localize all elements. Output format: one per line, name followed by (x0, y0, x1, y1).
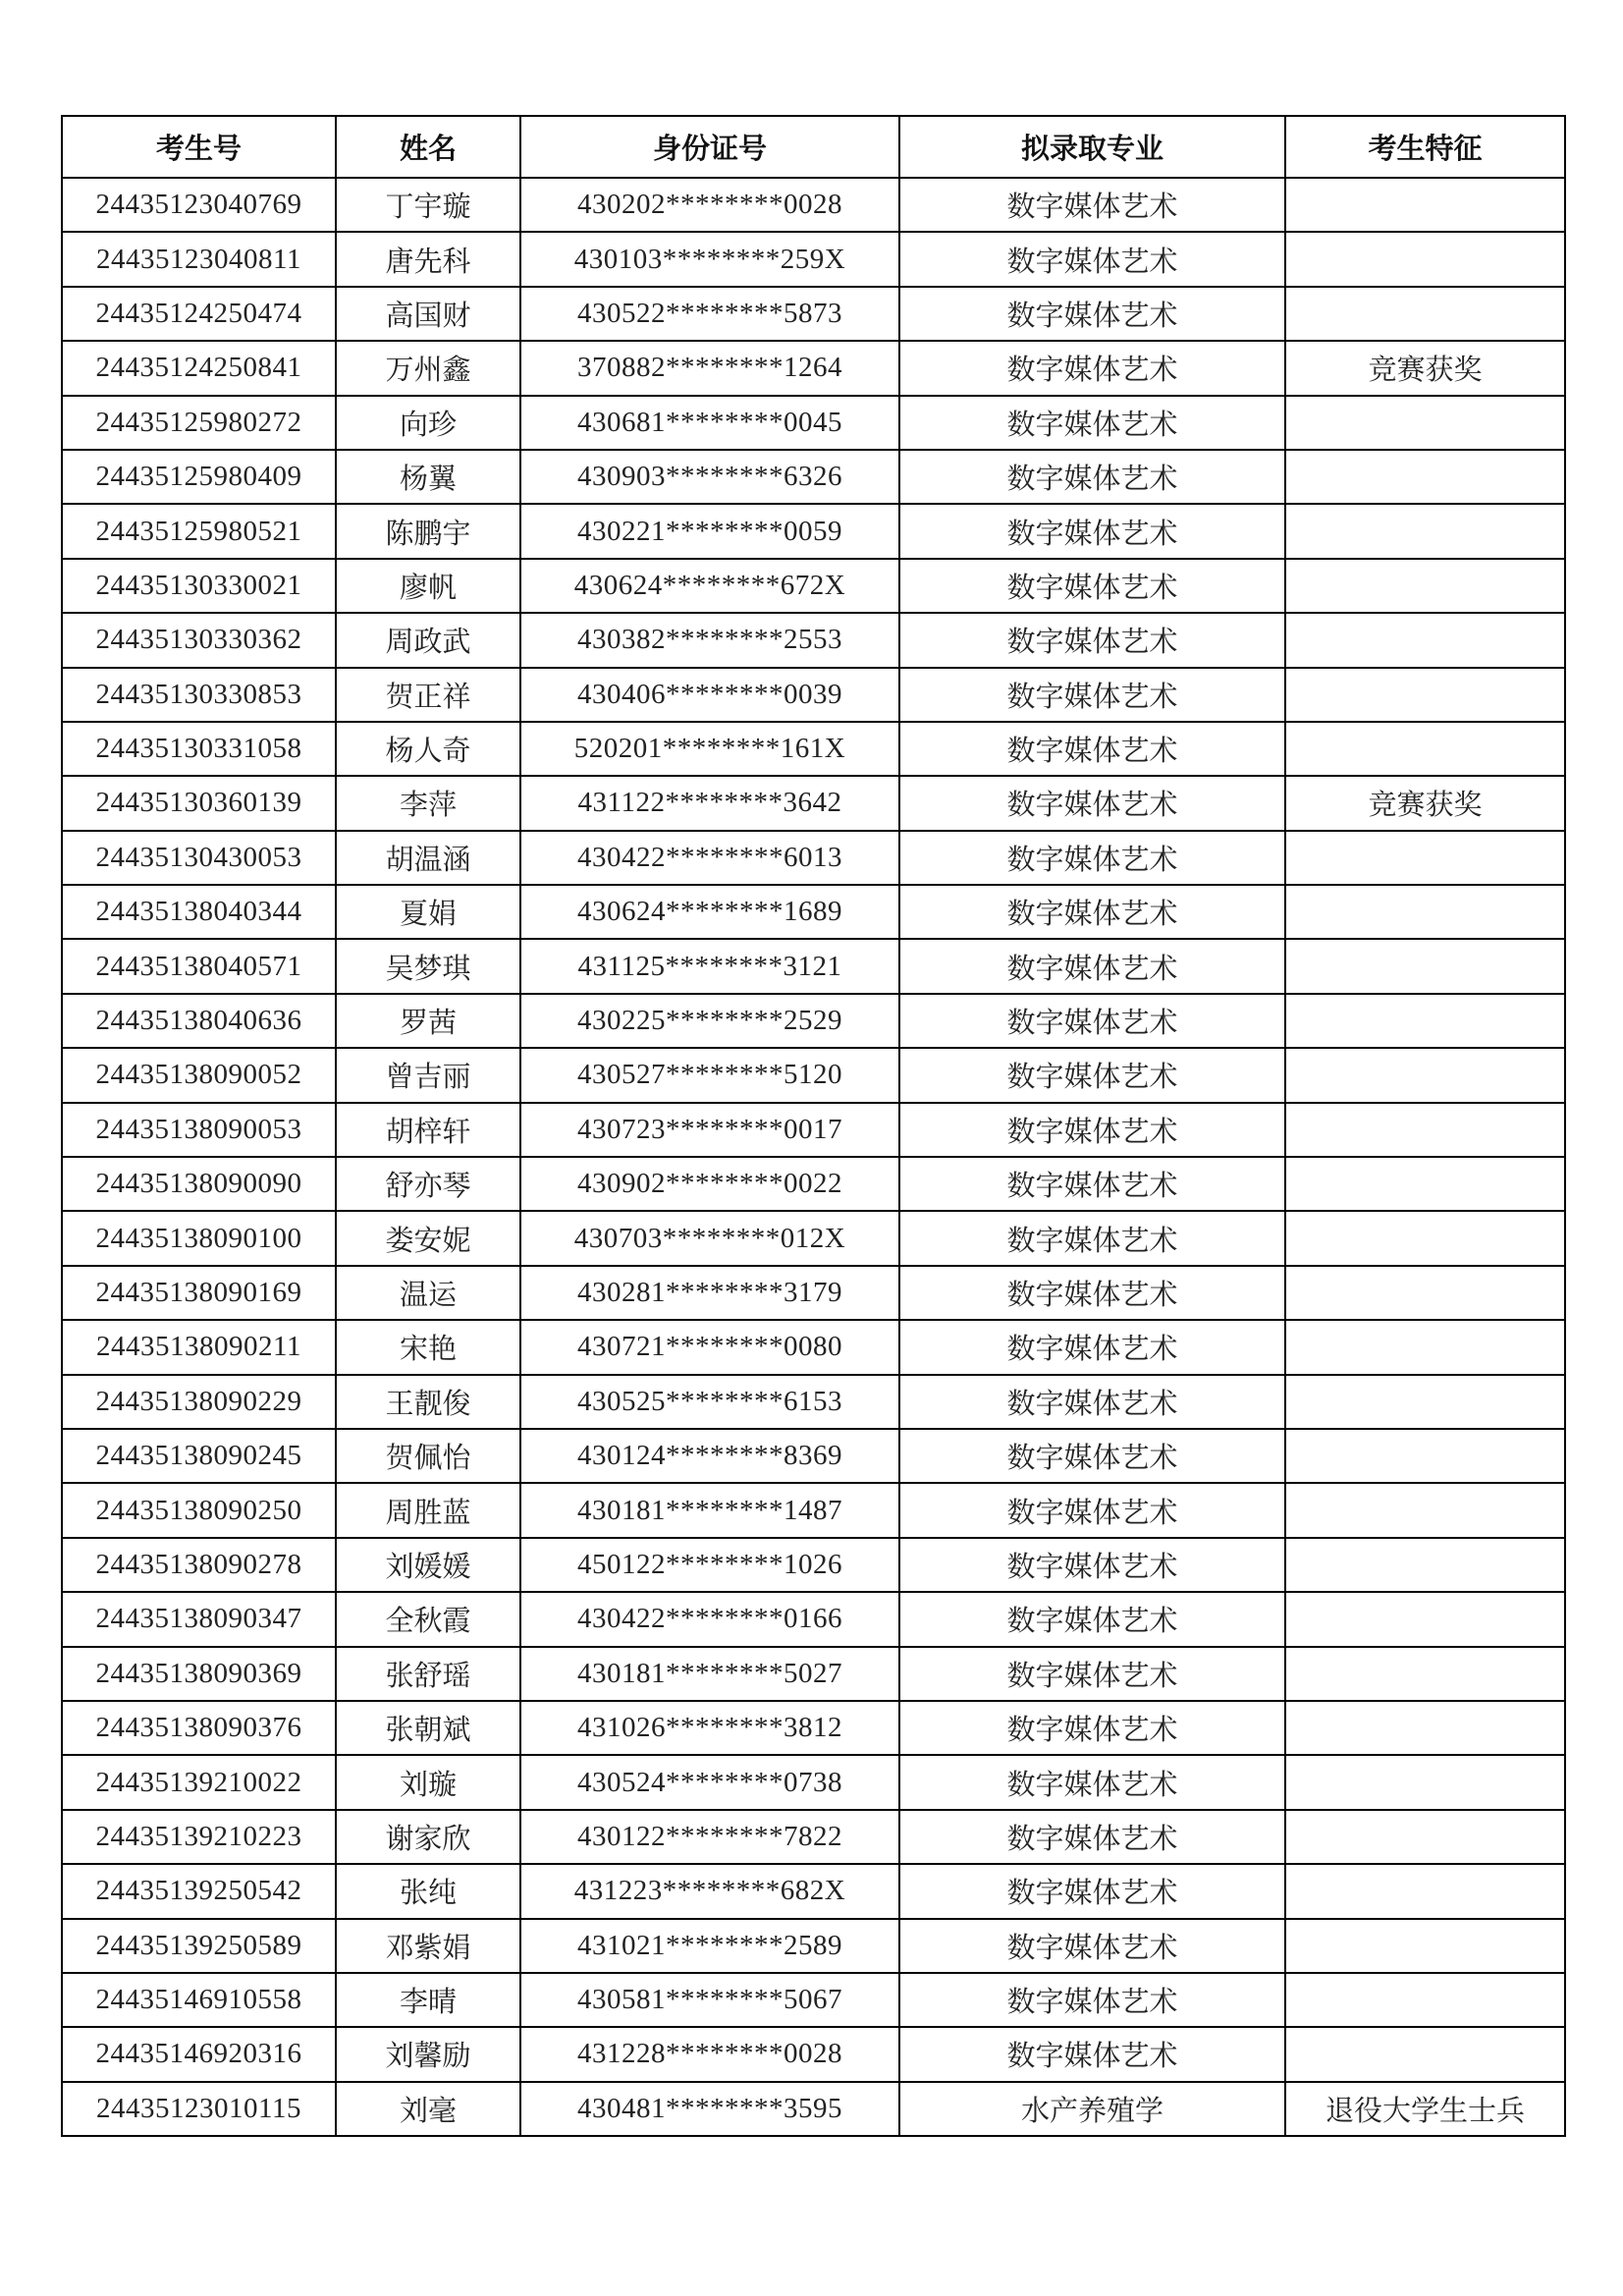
exam-number-cell: 24435138090369 (62, 1647, 336, 1701)
feature-cell (1285, 1429, 1565, 1483)
feature-cell (1285, 1973, 1565, 2027)
id-number-cell: 431228********0028 (520, 2027, 899, 2081)
id-number-cell: 450122********1026 (520, 1538, 899, 1592)
table-row (62, 1429, 1565, 1483)
name-cell: 胡温涵 (336, 831, 520, 885)
table-row (62, 1157, 1565, 1211)
major-cell: 数字媒体艺术 (899, 776, 1285, 830)
name-cell: 唐先科 (336, 232, 520, 286)
table-row (62, 287, 1565, 341)
table-row (62, 396, 1565, 450)
name-cell: 刘馨励 (336, 2027, 520, 2081)
feature-cell (1285, 668, 1565, 722)
table-row (62, 450, 1565, 504)
major-cell: 数字媒体艺术 (899, 232, 1285, 286)
name-cell: 全秋霞 (336, 1592, 520, 1646)
feature-cell: 退役大学生士兵 (1285, 2082, 1565, 2136)
id-number-cell: 430522********5873 (520, 287, 899, 341)
exam-number-cell: 24435125980409 (62, 450, 336, 504)
table-row (62, 668, 1565, 722)
exam-number-cell: 24435138090347 (62, 1592, 336, 1646)
major-cell: 数字媒体艺术 (899, 1375, 1285, 1429)
major-cell: 数字媒体艺术 (899, 668, 1285, 722)
feature-cell (1285, 1755, 1565, 1809)
feature-cell (1285, 1592, 1565, 1646)
table-row (62, 1919, 1565, 1973)
feature-cell (1285, 1810, 1565, 1864)
name-cell: 王靓俊 (336, 1375, 520, 1429)
name-cell: 周胜蓝 (336, 1483, 520, 1537)
feature-cell (1285, 1211, 1565, 1265)
exam-number-cell: 24435123040769 (62, 178, 336, 232)
table-row (62, 341, 1565, 395)
feature-cell (1285, 1103, 1565, 1157)
exam-number-cell: 24435130330362 (62, 613, 336, 667)
id-number-cell: 430723********0017 (520, 1103, 899, 1157)
exam-number-cell: 24435138090169 (62, 1266, 336, 1320)
id-number-cell: 431125********3121 (520, 939, 899, 993)
feature-cell: 竞赛获奖 (1285, 341, 1565, 395)
major-cell: 数字媒体艺术 (899, 1211, 1285, 1265)
major-cell: 数字媒体艺术 (899, 1429, 1285, 1483)
table-row (62, 2082, 1565, 2136)
table-row (62, 1647, 1565, 1701)
id-number-cell: 430122********7822 (520, 1810, 899, 1864)
feature-cell (1285, 1647, 1565, 1701)
name-cell: 娄安妮 (336, 1211, 520, 1265)
table-row (62, 1375, 1565, 1429)
header-major: 拟录取专业 (899, 116, 1285, 178)
feature-cell (1285, 613, 1565, 667)
exam-number-cell: 24435138090278 (62, 1538, 336, 1592)
table-row (62, 613, 1565, 667)
name-cell: 胡梓轩 (336, 1103, 520, 1157)
id-number-cell: 430124********8369 (520, 1429, 899, 1483)
id-number-cell: 430181********5027 (520, 1647, 899, 1701)
major-cell: 数字媒体艺术 (899, 2027, 1285, 2081)
feature-cell (1285, 1864, 1565, 1918)
id-number-cell: 431026********3812 (520, 1701, 899, 1755)
major-cell: 数字媒体艺术 (899, 1592, 1285, 1646)
id-number-cell: 430624********672X (520, 559, 899, 613)
feature-cell (1285, 504, 1565, 558)
table-row (62, 1483, 1565, 1537)
id-number-cell: 430703********012X (520, 1211, 899, 1265)
exam-number-cell: 24435130430053 (62, 831, 336, 885)
feature-cell (1285, 831, 1565, 885)
name-cell: 贺佩怡 (336, 1429, 520, 1483)
name-cell: 万州鑫 (336, 341, 520, 395)
exam-number-cell: 24435138090052 (62, 1048, 336, 1102)
major-cell: 数字媒体艺术 (899, 1538, 1285, 1592)
major-cell: 数字媒体艺术 (899, 722, 1285, 776)
name-cell: 邓紫娟 (336, 1919, 520, 1973)
major-cell: 数字媒体艺术 (899, 396, 1285, 450)
feature-cell (1285, 885, 1565, 939)
major-cell: 数字媒体艺术 (899, 504, 1285, 558)
name-cell: 刘毫 (336, 2082, 520, 2136)
feature-cell (1285, 1538, 1565, 1592)
table-row (62, 885, 1565, 939)
name-cell: 廖帆 (336, 559, 520, 613)
id-number-cell: 430902********0022 (520, 1157, 899, 1211)
id-number-cell: 430221********0059 (520, 504, 899, 558)
exam-number-cell: 24435139210022 (62, 1755, 336, 1809)
feature-cell (1285, 1919, 1565, 1973)
feature-cell (1285, 2027, 1565, 2081)
table-row (62, 1048, 1565, 1102)
feature-cell (1285, 1320, 1565, 1374)
exam-number-cell: 24435138040571 (62, 939, 336, 993)
exam-number-cell: 24435130330021 (62, 559, 336, 613)
name-cell: 谢家欣 (336, 1810, 520, 1864)
feature-cell (1285, 1266, 1565, 1320)
id-number-cell: 430525********6153 (520, 1375, 899, 1429)
feature-cell: 竞赛获奖 (1285, 776, 1565, 830)
major-cell: 数字媒体艺术 (899, 450, 1285, 504)
major-cell: 水产养殖学 (899, 2082, 1285, 2136)
exam-number-cell: 24435138090250 (62, 1483, 336, 1537)
id-number-cell: 430524********0738 (520, 1755, 899, 1809)
exam-number-cell: 24435138040636 (62, 994, 336, 1048)
id-number-cell: 430202********0028 (520, 178, 899, 232)
id-number-cell: 430422********0166 (520, 1592, 899, 1646)
id-number-cell: 430281********3179 (520, 1266, 899, 1320)
exam-number-cell: 24435138090376 (62, 1701, 336, 1755)
name-cell: 张纯 (336, 1864, 520, 1918)
table-row (62, 559, 1565, 613)
feature-cell (1285, 1483, 1565, 1537)
table-row (62, 994, 1565, 1048)
exam-number-cell: 24435123010115 (62, 2082, 336, 2136)
name-cell: 向珍 (336, 396, 520, 450)
admission-table (61, 115, 1566, 2137)
name-cell: 陈鹏宇 (336, 504, 520, 558)
exam-number-cell: 24435139210223 (62, 1810, 336, 1864)
table-row (62, 1973, 1565, 2027)
id-number-cell: 520201********161X (520, 722, 899, 776)
header-name: 姓名 (336, 116, 520, 178)
feature-cell (1285, 178, 1565, 232)
feature-cell (1285, 1157, 1565, 1211)
id-number-cell: 430721********0080 (520, 1320, 899, 1374)
table-row (62, 1701, 1565, 1755)
name-cell: 周政武 (336, 613, 520, 667)
name-cell: 贺正祥 (336, 668, 520, 722)
feature-cell (1285, 396, 1565, 450)
id-number-cell: 430225********2529 (520, 994, 899, 1048)
major-cell: 数字媒体艺术 (899, 1919, 1285, 1973)
major-cell: 数字媒体艺术 (899, 341, 1285, 395)
table-row (62, 1103, 1565, 1157)
name-cell: 杨人奇 (336, 722, 520, 776)
id-number-cell: 430681********0045 (520, 396, 899, 450)
id-number-cell: 430624********1689 (520, 885, 899, 939)
table-row (62, 178, 1565, 232)
table-row (62, 1211, 1565, 1265)
id-number-cell: 430103********259X (520, 232, 899, 286)
major-cell: 数字媒体艺术 (899, 1864, 1285, 1918)
header-id-number: 身份证号 (520, 116, 899, 178)
exam-number-cell: 24435138090053 (62, 1103, 336, 1157)
major-cell: 数字媒体艺术 (899, 1755, 1285, 1809)
major-cell: 数字媒体艺术 (899, 1647, 1285, 1701)
table-row (62, 939, 1565, 993)
id-number-cell: 431223********682X (520, 1864, 899, 1918)
header-feature: 考生特征 (1285, 116, 1565, 178)
major-cell: 数字媒体艺术 (899, 1103, 1285, 1157)
exam-number-cell: 24435130360139 (62, 776, 336, 830)
exam-number-cell: 24435124250474 (62, 287, 336, 341)
id-number-cell: 430481********3595 (520, 2082, 899, 2136)
exam-number-cell: 24435125980272 (62, 396, 336, 450)
table-body (62, 178, 1565, 2136)
feature-cell (1285, 939, 1565, 993)
feature-cell (1285, 1701, 1565, 1755)
name-cell: 李萍 (336, 776, 520, 830)
id-number-cell: 370882********1264 (520, 341, 899, 395)
major-cell: 数字媒体艺术 (899, 994, 1285, 1048)
major-cell: 数字媒体艺术 (899, 1701, 1285, 1755)
id-number-cell: 430581********5067 (520, 1973, 899, 2027)
major-cell: 数字媒体艺术 (899, 831, 1285, 885)
exam-number-cell: 24435138090100 (62, 1211, 336, 1265)
table-row (62, 1810, 1565, 1864)
major-cell: 数字媒体艺术 (899, 559, 1285, 613)
exam-number-cell: 24435123040811 (62, 232, 336, 286)
id-number-cell: 430903********6326 (520, 450, 899, 504)
major-cell: 数字媒体艺术 (899, 1157, 1285, 1211)
table-row (62, 722, 1565, 776)
name-cell: 曾吉丽 (336, 1048, 520, 1102)
feature-cell (1285, 232, 1565, 286)
feature-cell (1285, 994, 1565, 1048)
major-cell: 数字媒体艺术 (899, 1320, 1285, 1374)
name-cell: 罗茜 (336, 994, 520, 1048)
table-row (62, 1864, 1565, 1918)
major-cell: 数字媒体艺术 (899, 1483, 1285, 1537)
id-number-cell: 430181********1487 (520, 1483, 899, 1537)
table-row (62, 2027, 1565, 2081)
name-cell: 高国财 (336, 287, 520, 341)
major-cell: 数字媒体艺术 (899, 613, 1285, 667)
table-row (62, 1538, 1565, 1592)
table-row (62, 831, 1565, 885)
major-cell: 数字媒体艺术 (899, 1048, 1285, 1102)
name-cell: 夏娟 (336, 885, 520, 939)
exam-number-cell: 24435138090211 (62, 1320, 336, 1374)
major-cell: 数字媒体艺术 (899, 1810, 1285, 1864)
feature-cell (1285, 450, 1565, 504)
name-cell: 李晴 (336, 1973, 520, 2027)
exam-number-cell: 24435125980521 (62, 504, 336, 558)
table-row (62, 776, 1565, 830)
exam-number-cell: 24435130331058 (62, 722, 336, 776)
table-row (62, 504, 1565, 558)
name-cell: 宋艳 (336, 1320, 520, 1374)
header-exam-number: 考生号 (62, 116, 336, 178)
feature-cell (1285, 722, 1565, 776)
exam-number-cell: 24435138090090 (62, 1157, 336, 1211)
id-number-cell: 430422********6013 (520, 831, 899, 885)
id-number-cell: 430406********0039 (520, 668, 899, 722)
id-number-cell: 431122********3642 (520, 776, 899, 830)
name-cell: 刘媛媛 (336, 1538, 520, 1592)
exam-number-cell: 24435124250841 (62, 341, 336, 395)
name-cell: 杨翼 (336, 450, 520, 504)
major-cell: 数字媒体艺术 (899, 1973, 1285, 2027)
table-header-row (62, 116, 1565, 178)
exam-number-cell: 24435139250542 (62, 1864, 336, 1918)
name-cell: 舒亦琴 (336, 1157, 520, 1211)
exam-number-cell: 24435130330853 (62, 668, 336, 722)
feature-cell (1285, 559, 1565, 613)
feature-cell (1285, 1048, 1565, 1102)
major-cell: 数字媒体艺术 (899, 178, 1285, 232)
table-row (62, 1755, 1565, 1809)
major-cell: 数字媒体艺术 (899, 287, 1285, 341)
id-number-cell: 430382********2553 (520, 613, 899, 667)
exam-number-cell: 24435138090229 (62, 1375, 336, 1429)
table-row (62, 1320, 1565, 1374)
id-number-cell: 430527********5120 (520, 1048, 899, 1102)
id-number-cell: 431021********2589 (520, 1919, 899, 1973)
exam-number-cell: 24435146910558 (62, 1973, 336, 2027)
name-cell: 刘璇 (336, 1755, 520, 1809)
name-cell: 张舒瑶 (336, 1647, 520, 1701)
feature-cell (1285, 287, 1565, 341)
name-cell: 张朝斌 (336, 1701, 520, 1755)
name-cell: 吴梦琪 (336, 939, 520, 993)
name-cell: 丁宇璇 (336, 178, 520, 232)
table-row (62, 1266, 1565, 1320)
feature-cell (1285, 1375, 1565, 1429)
exam-number-cell: 24435138090245 (62, 1429, 336, 1483)
exam-number-cell: 24435139250589 (62, 1919, 336, 1973)
table-row (62, 1592, 1565, 1646)
major-cell: 数字媒体艺术 (899, 939, 1285, 993)
name-cell: 温运 (336, 1266, 520, 1320)
exam-number-cell: 24435138040344 (62, 885, 336, 939)
major-cell: 数字媒体艺术 (899, 885, 1285, 939)
major-cell: 数字媒体艺术 (899, 1266, 1285, 1320)
table-row (62, 232, 1565, 286)
exam-number-cell: 24435146920316 (62, 2027, 336, 2081)
